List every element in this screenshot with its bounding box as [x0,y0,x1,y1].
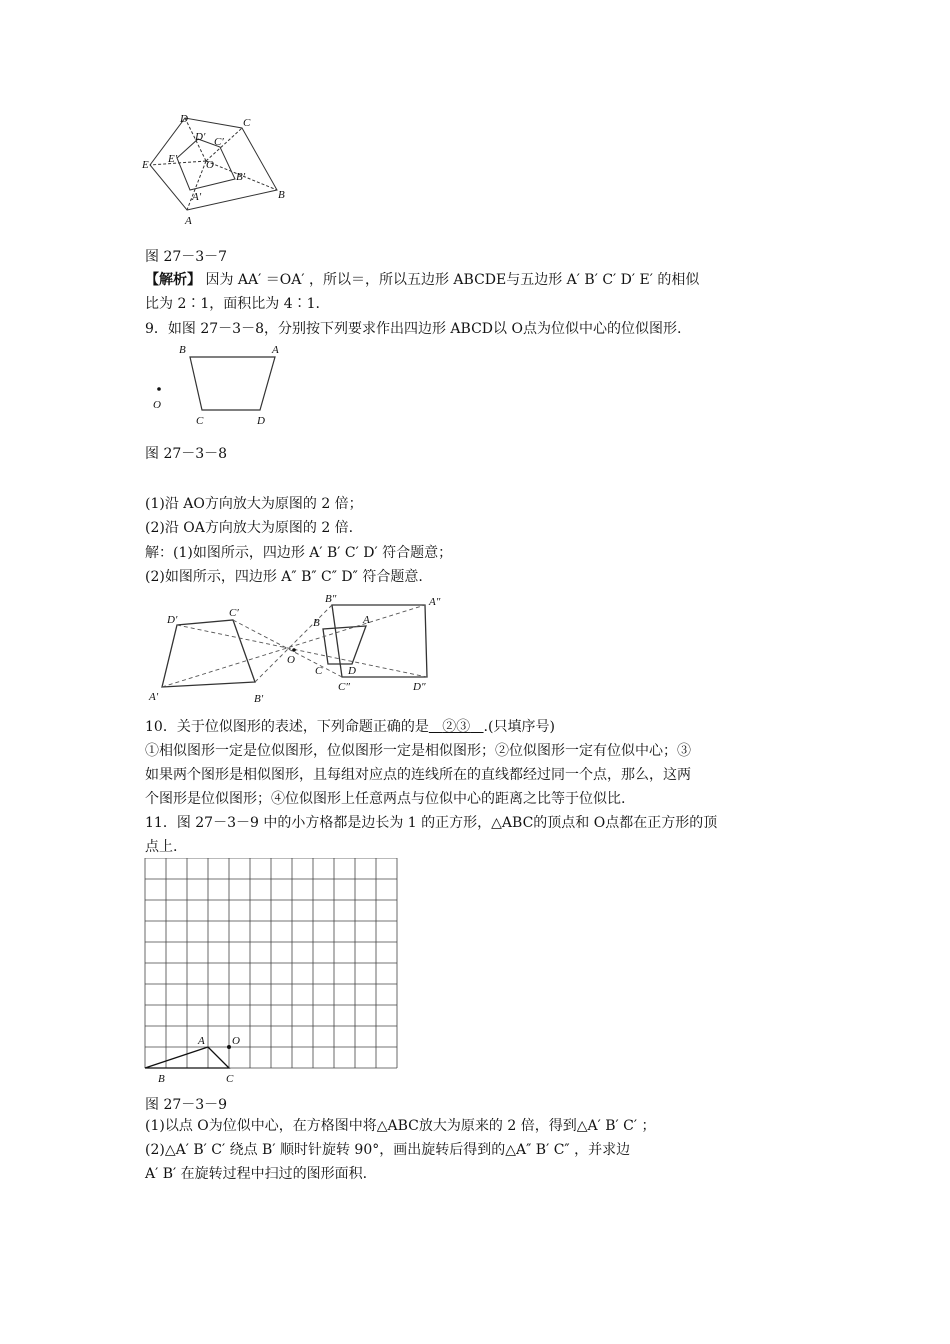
figure-27-3-7 [140,110,290,235]
figure-q9-solution [145,590,455,705]
analysis-text: 因为 AA′ ＝OA′ ，所以＝，所以五边形 ABCDE与五边形 A′ B′ C′ D′ E′ 的相似 [201,272,700,288]
label-C1: C′ [214,136,224,148]
caption-27-3-8: 图 27－3－8 [145,446,228,462]
figure-27-3-8 [145,340,295,430]
q9-stem: 9．如图 27－3－8，分别按下列要求作出四边形 ABCD以 O点为位似中心的位似图形. [145,321,682,337]
label-O: O [206,159,214,171]
analysis-tag: 【解析】 [145,272,201,288]
label-B: B [179,344,186,356]
q11-line-2: 点上. [145,839,178,855]
q10-line-3: 如果两个图形是相似图形，且每组对应点的连线所在的直线都经过同一个点，那么，这两 [145,767,691,783]
label-D: D [257,415,265,427]
q11-part2-line1: (2)△A′ B′ C′ 绕点 B′ 顺时针旋转 90°，画出旋转后得到的△A″ B′ C″ ，并求边 [145,1142,631,1158]
label-D: D [180,113,188,125]
q10-answer: ②③ [442,719,471,735]
quad-a1b1c1d1 [162,620,255,687]
label-B1: B′ [236,171,246,183]
quad-abcd [323,626,366,664]
label-B1: B′ [254,693,264,705]
label-C1: C′ [229,607,239,619]
q10-line-4: 个图形是位似图形；④位似图形上任意两点与位似中心的距离之比等于位似比. [145,791,626,807]
point-O [227,1045,231,1049]
q10-line-2: ①相似图形一定是位似图形，位似图形一定是相似图形；②位似图形一定有位似中心；③ [145,743,691,759]
label-E1: E′ [168,153,178,165]
label-A: A [363,614,370,626]
caption-27-3-9: 图 27－3－9 [145,1097,228,1113]
label-C: C [226,1073,234,1085]
quad-a2b2c2d2 [332,605,427,677]
label-A1: A′ [149,691,159,703]
q11-part2-line2: A′ B′ 在旋转过程中扫过的图形面积. [145,1166,368,1182]
label-A: A [198,1035,205,1047]
label-B: B [158,1073,165,1085]
label-A1: A′ [192,191,202,203]
q10-stem [145,715,810,739]
analysis-line-1 [145,268,810,292]
label-O: O [287,654,295,666]
q9-part2: (2)沿 OA方向放大为原图的 2 倍. [145,520,354,536]
label-O: O [232,1035,240,1047]
q11-line-1: 11．图 27－3－9 中的小方格都是边长为 1 的正方形，△ABC的顶点和 O点都在正方形的顶 [145,815,718,831]
figure-27-3-9 [140,858,405,1088]
label-C: C [196,415,204,427]
label-B: B [278,189,285,201]
label-O: O [153,399,161,411]
q10-stem-end: .(只填序号) [483,719,555,735]
label-D2: D″ [413,681,426,693]
q10-stem-text: 10．关于位似图形的表述，下列命题正确的是 [145,719,429,735]
label-C: C [243,117,251,129]
label-B: B [313,617,320,629]
point-O [292,648,296,652]
label-A: A [272,344,279,356]
label-C2: C″ [338,681,350,693]
q9-solution-1: 解：(1)如图所示，四边形 A′ B′ C′ D′ 符合题意； [145,545,453,561]
label-E: E [142,159,149,171]
label-A2: A″ [429,596,441,608]
label-B2: B″ [325,593,337,605]
grid [145,858,397,1068]
label-C: C [315,665,323,677]
label-A: A [185,215,192,227]
q11-part1: (1)以点 O为位似中心，在方格图中将△ABC放大为原来的 2 倍，得到△A′ B′ C′ ； [145,1118,656,1134]
label-D1: D′ [195,131,206,143]
label-D1: D′ [167,614,178,626]
point-O [157,387,161,391]
caption-27-3-7: 图 27－3－7 [145,249,228,265]
q9-part1: (1)沿 AO方向放大为原图的 2 倍； [145,496,363,512]
quad-abcd [190,357,275,410]
label-D: D [348,665,356,677]
q9-solution-2: (2)如图所示，四边形 A″ B″ C″ D″ 符合题意. [145,569,423,585]
analysis-line-2: 比为 2∶1，面积比为 4∶1. [145,296,320,312]
